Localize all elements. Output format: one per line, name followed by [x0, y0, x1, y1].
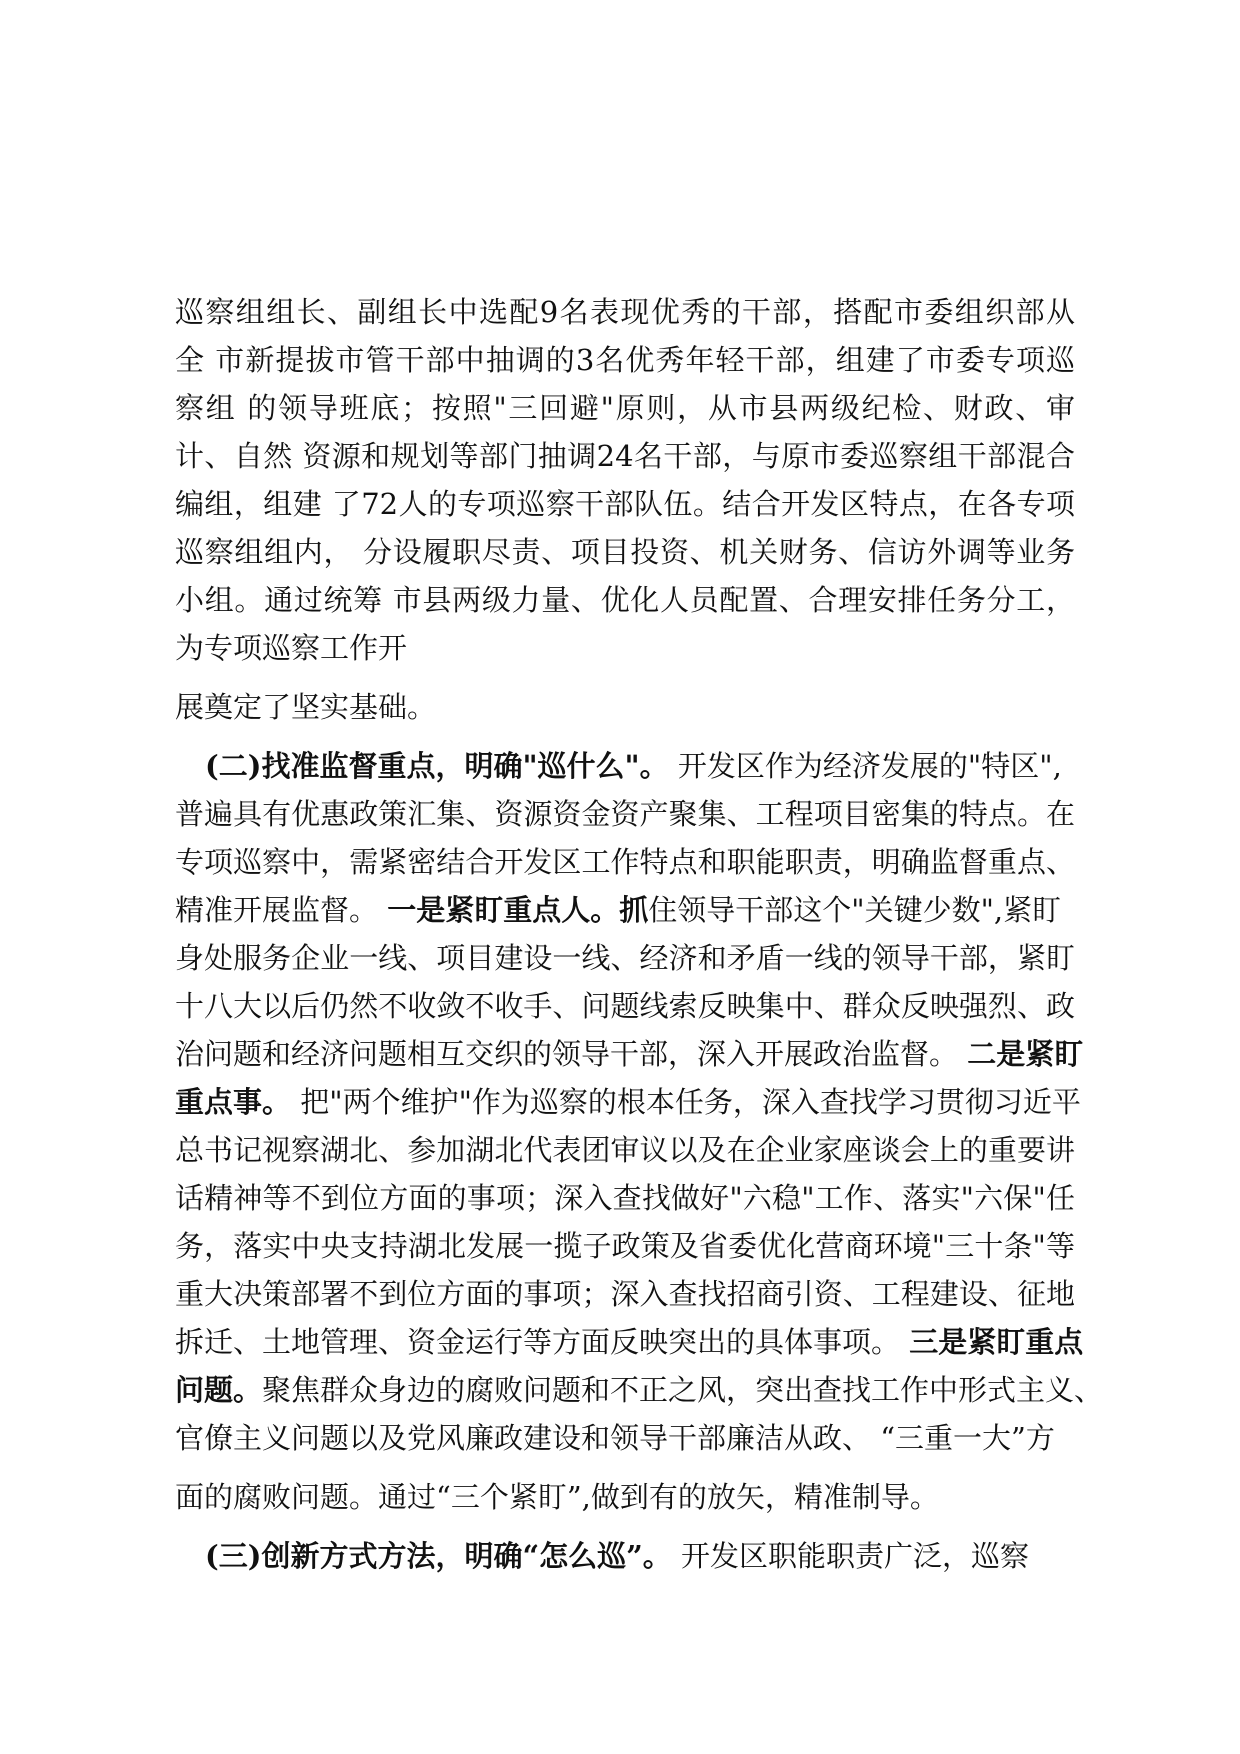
point-heading: 重点事。	[175, 1085, 292, 1119]
paragraph-line	[175, 1318, 1084, 1366]
paragraph-line: 小组。通过统筹 市县两级力量、优化人员配置、合理安排任务分工，	[175, 583, 1075, 617]
paragraph-text: 聚焦群众身边的腐败问题和不正之风，突出查找工作中形式主义、	[262, 1373, 1104, 1407]
paragraph-line: 十八大以后仍然不收敛不收手、问题线索反映集中、群众反映强烈、政	[175, 989, 1075, 1023]
paragraph-line: 务，落实中央支持湖北发展一揽子政策及省委优化营商环境"三十条"等	[175, 1229, 1075, 1263]
paragraph-line: 重大决策部署不到位方面的事项；深入查找招商引资、工程建设、征地	[175, 1277, 1075, 1311]
section-heading: (三)创新方式方法，明确“怎么巡”。	[205, 1539, 672, 1573]
paragraph-line: 普遍具有优惠政策汇集、资源资金资产聚集、工程项目密集的特点。在	[175, 797, 1075, 831]
paragraph-text: 把"两个维护"作为巡察的根本任务，深入查找学习贯彻习近平	[291, 1085, 1081, 1119]
paragraph-line	[175, 1366, 1104, 1414]
paragraph-text: 住领导干部这个"关键少数",紧盯	[648, 893, 1062, 927]
paragraph-line: 巡察组组长、副组长中选配9名表现优秀的干部，搭配市委组织部从	[175, 295, 1075, 329]
paragraph-text: 开发区职能职责广泛，巡察	[671, 1539, 1030, 1573]
paragraph-line: 察组 的领导班底；按照"三回避"原则，从市县两级纪检、财政、审	[175, 391, 1075, 425]
section-heading-line	[175, 742, 1075, 790]
paragraph-line: 计、自然 资源和规划等部门抽调24名干部，与原市委巡察组干部混合	[175, 439, 1075, 473]
paragraph-line: 总书记视察湖北、参加湖北代表团审议以及在企业家座谈会上的重要讲	[175, 1133, 1075, 1167]
paragraph-line: 官僚主义问题以及党风廉政建设和领导干部廉洁从政、 “三重一大”方	[175, 1421, 1055, 1455]
paragraph-line: 专项巡察中，需紧密结合开发区工作特点和职能职责，明确监督重点、	[175, 845, 1075, 879]
point-heading: 问题。	[175, 1373, 263, 1407]
paragraph-text: 治问题和经济问题相互交织的领导干部，深入开展政治监督。	[175, 1037, 968, 1071]
paragraph-line	[175, 1078, 1081, 1126]
document-body	[175, 288, 1104, 1580]
paragraph-line	[175, 886, 1075, 934]
paragraph-line: 面的腐败问题。通过“三个紧盯”,做到有的放矢，精准制导。	[175, 1480, 939, 1514]
section-heading: (二)找准监督重点，明确"巡什么"。	[205, 749, 669, 783]
paragraph-line: 话精神等不到位方面的事项；深入查找做好"六稳"工作、落实"六保"任	[175, 1181, 1075, 1215]
section-heading-line	[175, 1532, 1075, 1580]
paragraph-text: 开发区作为经济发展的"特区",	[668, 749, 1062, 783]
paragraph-line: 为专项巡察工作开	[175, 631, 408, 665]
paragraph-line: 巡察组组内， 分设履职尽责、项目投资、机关财务、信访外调等业务	[175, 535, 1075, 569]
point-heading: 三是紧盯重点	[909, 1325, 1084, 1359]
paragraph-line: 编组，组建 了72人的专项巡察干部队伍。结合开发区特点，在各专项	[175, 487, 1075, 521]
paragraph-line	[175, 1030, 1084, 1078]
point-heading: 一是紧盯重点人。抓	[387, 893, 649, 927]
paragraph-text: 拆迁、土地管理、资金运行等方面反映突出的具体事项。	[175, 1325, 910, 1359]
paragraph-line: 身处服务企业一线、项目建设一线、经济和矛盾一线的领导干部，紧盯	[175, 941, 1075, 975]
paragraph-text: 精准开展监督。	[175, 893, 388, 927]
point-heading: 二是紧盯	[967, 1037, 1084, 1071]
paragraph-line: 展奠定了坚实基础。	[175, 690, 437, 724]
paragraph-line: 全 市新提拔市管干部中抽调的3名优秀年轻干部，组建了市委专项巡	[175, 343, 1075, 377]
